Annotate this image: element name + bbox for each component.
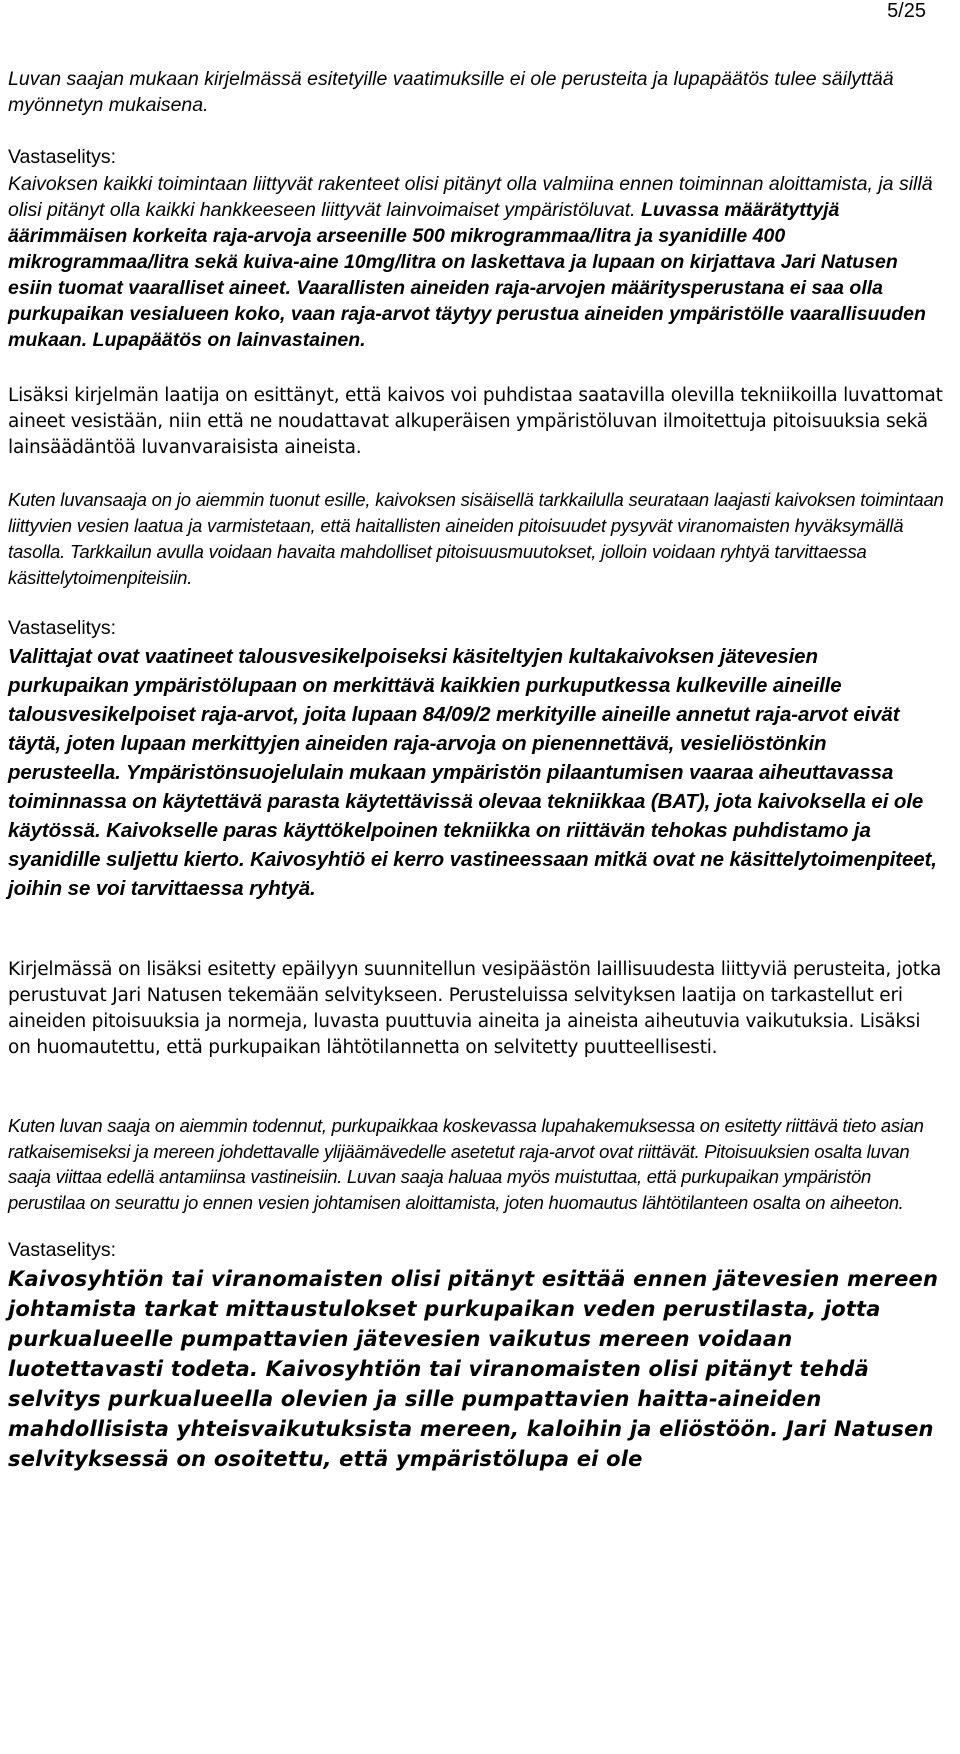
rebuttal-label: Vastaselitys:: [8, 1239, 117, 1261]
rebuttal-paragraph-2: Valittajat ovat vaatineet talousvesikelpoiseksi käsiteltyjen kultakaivoksen jätevesien purkupaikan ympäristölupaan on merkittävä kaikkien purkuputkessa kulkeville aineille talousvesikelpoiset raja-arvot, joita lupaan 84/09/2 merkityille aineille annetut raja-arvot eivät täytä, joten lupaan merkittyjen aineiden raja-arvoja on pienennettävä, vesieliöstönkin perusteella. Ympäristönsuojelulain mukaan ympäristön pilaantumisen vaaraa aiheuttavassa toiminnassa on käytettävä parasta käytettävissä olevaa tekniikkaa (BAT), jota kaivoksella ei ole käytössä. Kaivokselle paras käyttökelpoinen tekniikka on riittävän tehokas puhdistamo ja syanidille suljettu kierto. Kaivosyhtiö ei kerro vastineessaan mitkä ovat ne käsittelytoimenpiteet, joihin se voi tarvittaessa ryhtyä.: [8, 645, 937, 900]
paragraph-submission-claim: Lisäksi kirjelmän laatija on esittänyt, että kaivos voi puhdistaa saatavilla olevilla tekniikoilla luvattomat aineet vesistään, niin että ne noudattavat alkuperäisen ympäristöluvan ilmoitettuja pitoisuuksia sekä lainsäädäntöä luvanvaraisista aineista.: [8, 385, 943, 458]
rebuttal-label: Vastaselitys:: [8, 617, 117, 639]
rebuttal-paragraph-1: [8, 171, 944, 353]
paragraph-submission-doubt: Kirjelmässä on lisäksi esitetty epäilyyn suunnitellun vesipäästön laillisuudesta liittyviä perusteita, jotka perustuvat Jari Natusen tekemään selvitykseen. Perusteluissa selvityksen laatija on tarkastellut eri aineiden pitoisuuksia ja normeja, luvasta puuttuvia aineita ja aineista aiheutuvia vaikutuksia. Lisäksi on huomautettu, että purkupaikan lähtötilannetta on selvitetty puutteellisesti.: [8, 959, 942, 1058]
paragraph-permit-holder-claim: Luvan saajan mukaan kirjelmässä esitetyille vaatimuksille ei ole perusteita ja lupapäätös tulee säilyttää myönnetyn mukaisena.: [8, 68, 894, 116]
paragraph-permit-holder-response-2: Kuten luvan saaja on aiemmin todennut, purkupaikkaa koskevassa lupahakemuksessa on esitetty riittävä tieto asian ratkaisemiseksi ja mereen johdettavalle ylijäämävedelle asetetut raja-arvot ovat riittävät. Pitoisuuksien osalta luvan saaja viittaa edellä antamiinsa vastineisiin. Luvan saaja haluaa myös muistuttaa, että purkupaikan ympäristön perustilaa on seurattu jo ennen vesien johtamisen aloittamista, joten huomautus lähtötilanteen osalta on aiheeton.: [8, 1115, 924, 1213]
rebuttal-paragraph-3: Kaivosyhtiön tai viranomaisten olisi pitänyt esittää ennen jätevesien mereen johtamista tarkat mittaustulokset purkupaikan veden perustilasta, jotta purkualueelle pumpattavien jätevesien vaikutus mereen voidaan luotettavasti todeta. Kaivosyhtiön tai viranomaisten olisi pitänyt tehdä selvitys purkualueella olevien ja sille pumpattavien haitta-aineiden mahdollisista yhteisvaikutuksista mereen, kaloihin ja eliöstöön. Jari Natusen selvityksessä on osoitettu, että ympäristölupa ei ole: [8, 1267, 939, 1471]
document-body: [8, 66, 944, 1474]
rebuttal-label: Vastaselitys:: [8, 146, 117, 168]
rebuttal-text-bold: Luvassa määrätyttyjä äärimmäisen korkeita raja-arvoja arseenille 500 mikrogrammaa/litra ja syanidille 400 mikrogrammaa/litra sekä kuiva-aine 10mg/litra on laskettava ja lupaan on kirjattava Jari Natusen esiin tuomat vaaralliset aineet. Vaarallisten aineiden raja-arvojen määritysperustana ei saa olla purkupaikan vesialueen koko, vaan raja-arvot täytyy perustua aineiden ympäristölle vaarallisuuden mukaan. Lupapäätös on lainvastainen.: [8, 199, 926, 351]
rebuttal-text-plain: Kaivoksen kaikki toimintaan liittyvät rakenteet olisi pitänyt olla valmiina ennen toiminnan aloittamista, ja sillä olisi pitänyt olla kaikki hankkeeseen liittyvät lainvoimaiset ympäristöluvat.: [8, 173, 933, 221]
page-number: 5/25: [887, 0, 926, 22]
paragraph-permit-holder-response-1: Kuten luvansaaja on jo aiemmin tuonut esille, kaivoksen sisäisellä tarkkailulla seurataan laajasti kaivoksen toimintaan liittyvien vesien laatua ja varmistetaan, että haitallisten aineiden pitoisuudet pysyvät viranomaisten hyväksymällä tasolla. Tarkkailun avulla voidaan havaita mahdolliset pitoisuusmuutokset, jolloin voidaan ryhtyä tarvittaessa käsittelytoimenpiteisiin.: [8, 489, 944, 588]
